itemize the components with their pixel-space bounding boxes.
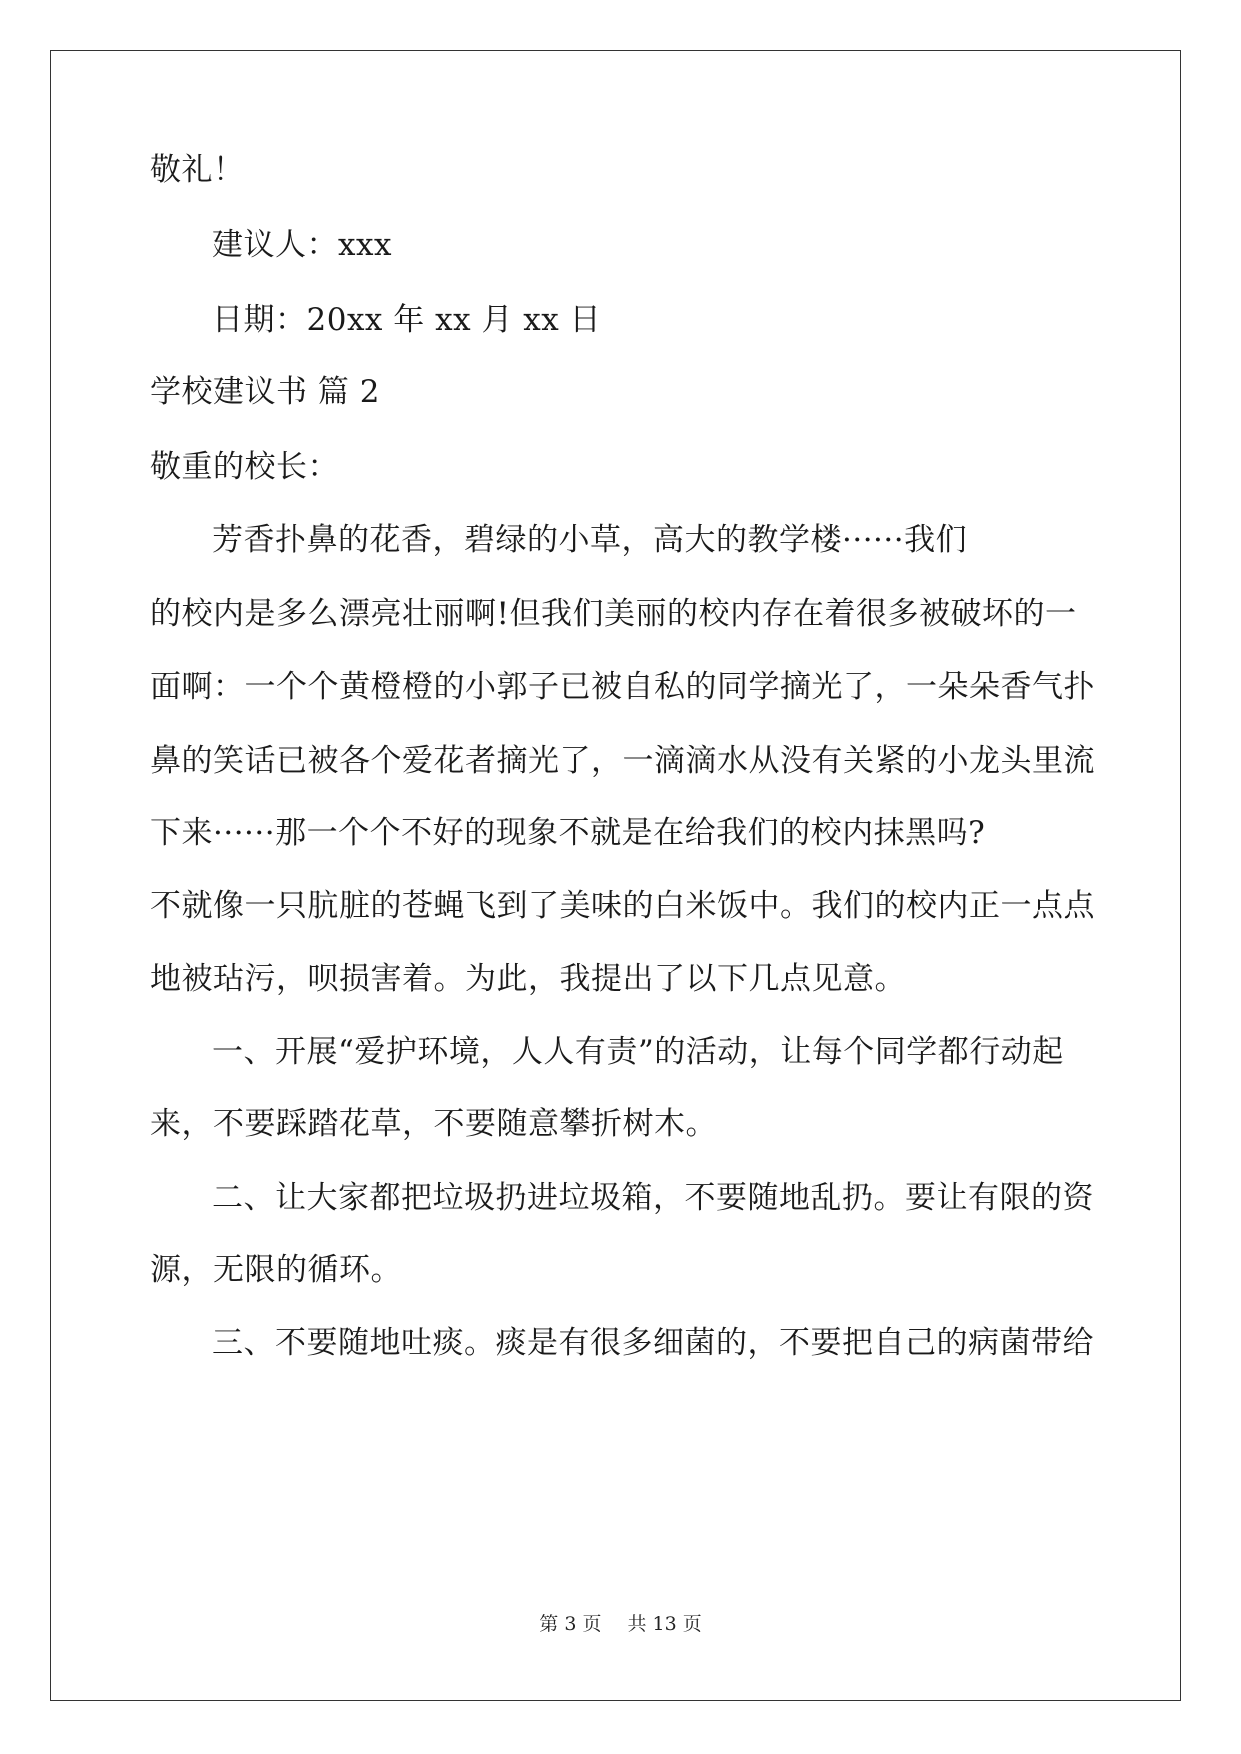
page-footer <box>0 1612 1241 1636</box>
page-total: 共 13 页 <box>627 1613 702 1635</box>
body-line: 芳香扑鼻的花香，碧绿的小草，高大的教学楼······我们 <box>212 522 968 558</box>
body-line: 三、不要随地吐痰。痰是有很多细菌的，不要把自己的病菌带给 <box>212 1325 1094 1361</box>
date-line: 日期：20xx 年 xx 月 xx 日 <box>212 302 602 338</box>
body-line: 的校内是多么漂亮壮丽啊!但我们美丽的校内存在着很多被破坏的一 <box>150 596 1077 632</box>
page-number: 第 3 页 <box>539 1613 602 1635</box>
body-line: 下来······那一个个不好的现象不就是在给我们的校内抹黑吗? <box>150 815 986 851</box>
body-line: 地被玷污，呗损害着。为此，我提出了以下几点见意。 <box>150 961 906 997</box>
signer-line: 建议人：xxx <box>212 227 392 263</box>
closing-salute: 敬礼！ <box>150 152 245 188</box>
body-line: 一、开展“爱护环境，人人有责”的活动，让每个同学都行动起 <box>212 1034 1064 1070</box>
body-line: 源，无限的循环。 <box>150 1252 402 1288</box>
salutation: 敬重的校长： <box>150 449 339 485</box>
body-line: 二、让大家都把垃圾扔进垃圾箱，不要随地乱扔。要让有限的资 <box>212 1180 1094 1216</box>
body-line: 面啊：一个个黄橙橙的小郭子已被自私的同学摘光了，一朵朵香气扑 <box>150 669 1095 705</box>
body-line: 鼻的笑话已被各个爱花者摘光了，一滴滴水从没有关紧的小龙头里流 <box>150 743 1095 779</box>
body-line: 来，不要踩踏花草，不要随意攀折树木。 <box>150 1106 717 1142</box>
section-title: 学校建议书 篇 2 <box>150 374 380 410</box>
body-line: 不就像一只肮脏的苍蝇飞到了美味的白米饭中。我们的校内正一点点 <box>150 888 1095 924</box>
page-border <box>50 50 1181 1701</box>
